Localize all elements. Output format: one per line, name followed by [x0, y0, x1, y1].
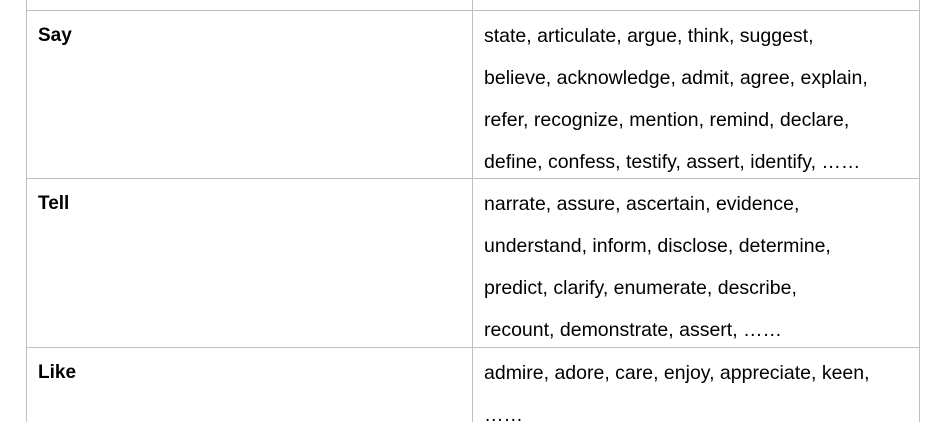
- synonyms-line: define, confess, testify, assert, identify, ……: [484, 151, 861, 173]
- synonyms-cell: [484, 362, 914, 422]
- synonyms-cell: [484, 193, 914, 361]
- synonym-table: [26, 0, 920, 422]
- term-cell: Like: [38, 362, 77, 383]
- term-cell: Say: [38, 25, 72, 46]
- synonyms-line: ……: [484, 404, 523, 422]
- table-row: [26, 10, 920, 179]
- synonyms-line: predict, clarify, enumerate, describe,: [484, 277, 797, 299]
- synonyms-line: refer, recognize, mention, remind, declare,: [484, 109, 850, 131]
- term-cell: Tell: [38, 193, 70, 214]
- synonyms-line: state, articulate, argue, think, suggest,: [484, 25, 814, 47]
- table-row: [26, 178, 920, 348]
- synonyms-cell: [484, 25, 914, 193]
- synonyms-line: understand, inform, disclose, determine,: [484, 235, 831, 257]
- synonyms-line: narrate, assure, ascertain, evidence,: [484, 193, 800, 215]
- synonyms-line: recount, demonstrate, assert, ……: [484, 319, 783, 341]
- synonyms-line: believe, acknowledge, admit, agree, explain,: [484, 67, 868, 89]
- synonyms-line: admire, adore, care, enjoy, appreciate, keen,: [484, 362, 870, 384]
- table-row: [26, 347, 920, 422]
